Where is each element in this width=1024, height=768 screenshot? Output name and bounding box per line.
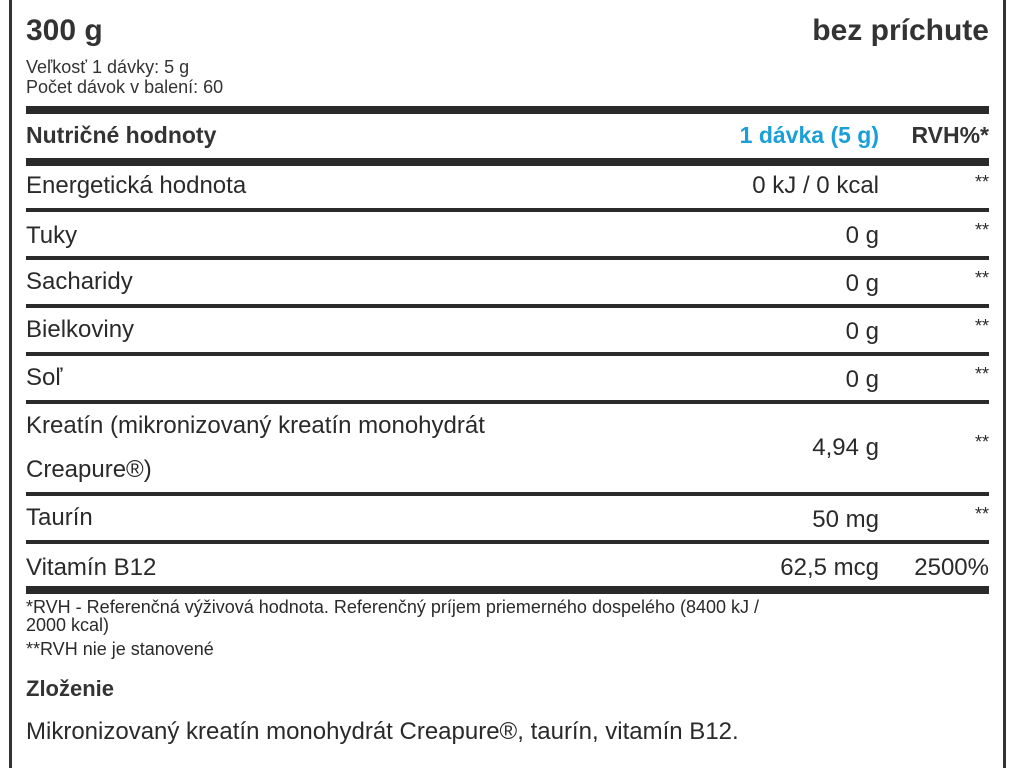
table-row: [26, 212, 989, 254]
row-name: Taurín: [26, 504, 93, 531]
table-row: [26, 166, 989, 206]
row-name: Tuky: [26, 222, 78, 249]
table-header: [26, 112, 989, 158]
serving-size: Veľkosť 1 dávky: 5 g: [26, 57, 190, 77]
row-name: Sacharidy: [26, 268, 133, 295]
table-row: [26, 544, 989, 586]
row-rvh: **: [974, 364, 989, 384]
row-rvh: **: [974, 504, 989, 524]
table-row: [26, 308, 989, 350]
row-name: Energetická hodnota: [26, 172, 247, 199]
flavor: bez príchute: [812, 14, 989, 47]
row-name: Vitamín B12: [26, 554, 157, 581]
label-header: [26, 0, 989, 108]
row-rvh: 2500%: [914, 554, 989, 581]
row-rvh: **: [974, 316, 989, 336]
row-value: 50 mg: [812, 506, 879, 533]
nutrition-label: [9, 0, 1006, 768]
heading-label: Nutričné hodnoty: [26, 122, 217, 148]
row-name: Bielkoviny: [26, 316, 135, 343]
composition-text: Mikronizovaný kreatín monohydrát Creapure®, taurín, vitamín B12.: [26, 718, 739, 745]
divider-thick: [26, 158, 989, 166]
heading-rvh: RVH%*: [911, 122, 989, 148]
row-value: 0 g: [845, 366, 879, 393]
row-name: Soľ: [26, 364, 63, 391]
footnote-rvh-definition-continued: 2000 kcal): [26, 615, 110, 635]
divider-thick: [26, 586, 989, 594]
package-weight: 300 g: [26, 14, 103, 47]
row-value: 0 g: [845, 222, 879, 249]
nutrition-label-content: [26, 0, 989, 768]
row-name-continued: Creapure®): [26, 456, 152, 483]
servings-per-pack: Počet dávok v balení: 60: [26, 77, 224, 97]
row-rvh: **: [974, 432, 989, 452]
composition-title: Zloženie: [26, 676, 115, 701]
row-value: 0 kJ / 0 kcal: [752, 172, 879, 199]
heading-dose: 1 dávka (5 g): [739, 122, 879, 148]
footnote-rvh-definition: *RVH - Referenčná výživová hodnota. Referenčný príjem priemerného dospelého (8400 kJ /: [26, 597, 760, 617]
row-rvh: **: [974, 220, 989, 240]
table-row: [26, 260, 989, 302]
row-rvh: **: [974, 268, 989, 288]
row-value: 62,5 mcg: [780, 554, 879, 581]
row-name: Kreatín (mikronizovaný kreatín monohydrát: [26, 412, 485, 439]
row-value: 0 g: [845, 318, 879, 345]
footnotes: [26, 598, 989, 658]
table-row: [26, 496, 989, 538]
row-rvh: **: [974, 172, 989, 192]
table-row: [26, 356, 989, 398]
table-row: [26, 404, 989, 494]
row-value: 0 g: [845, 270, 879, 297]
footnote-rvh-not-set: **RVH nie je stanovené: [26, 639, 214, 659]
row-value: 4,94 g: [812, 434, 879, 461]
